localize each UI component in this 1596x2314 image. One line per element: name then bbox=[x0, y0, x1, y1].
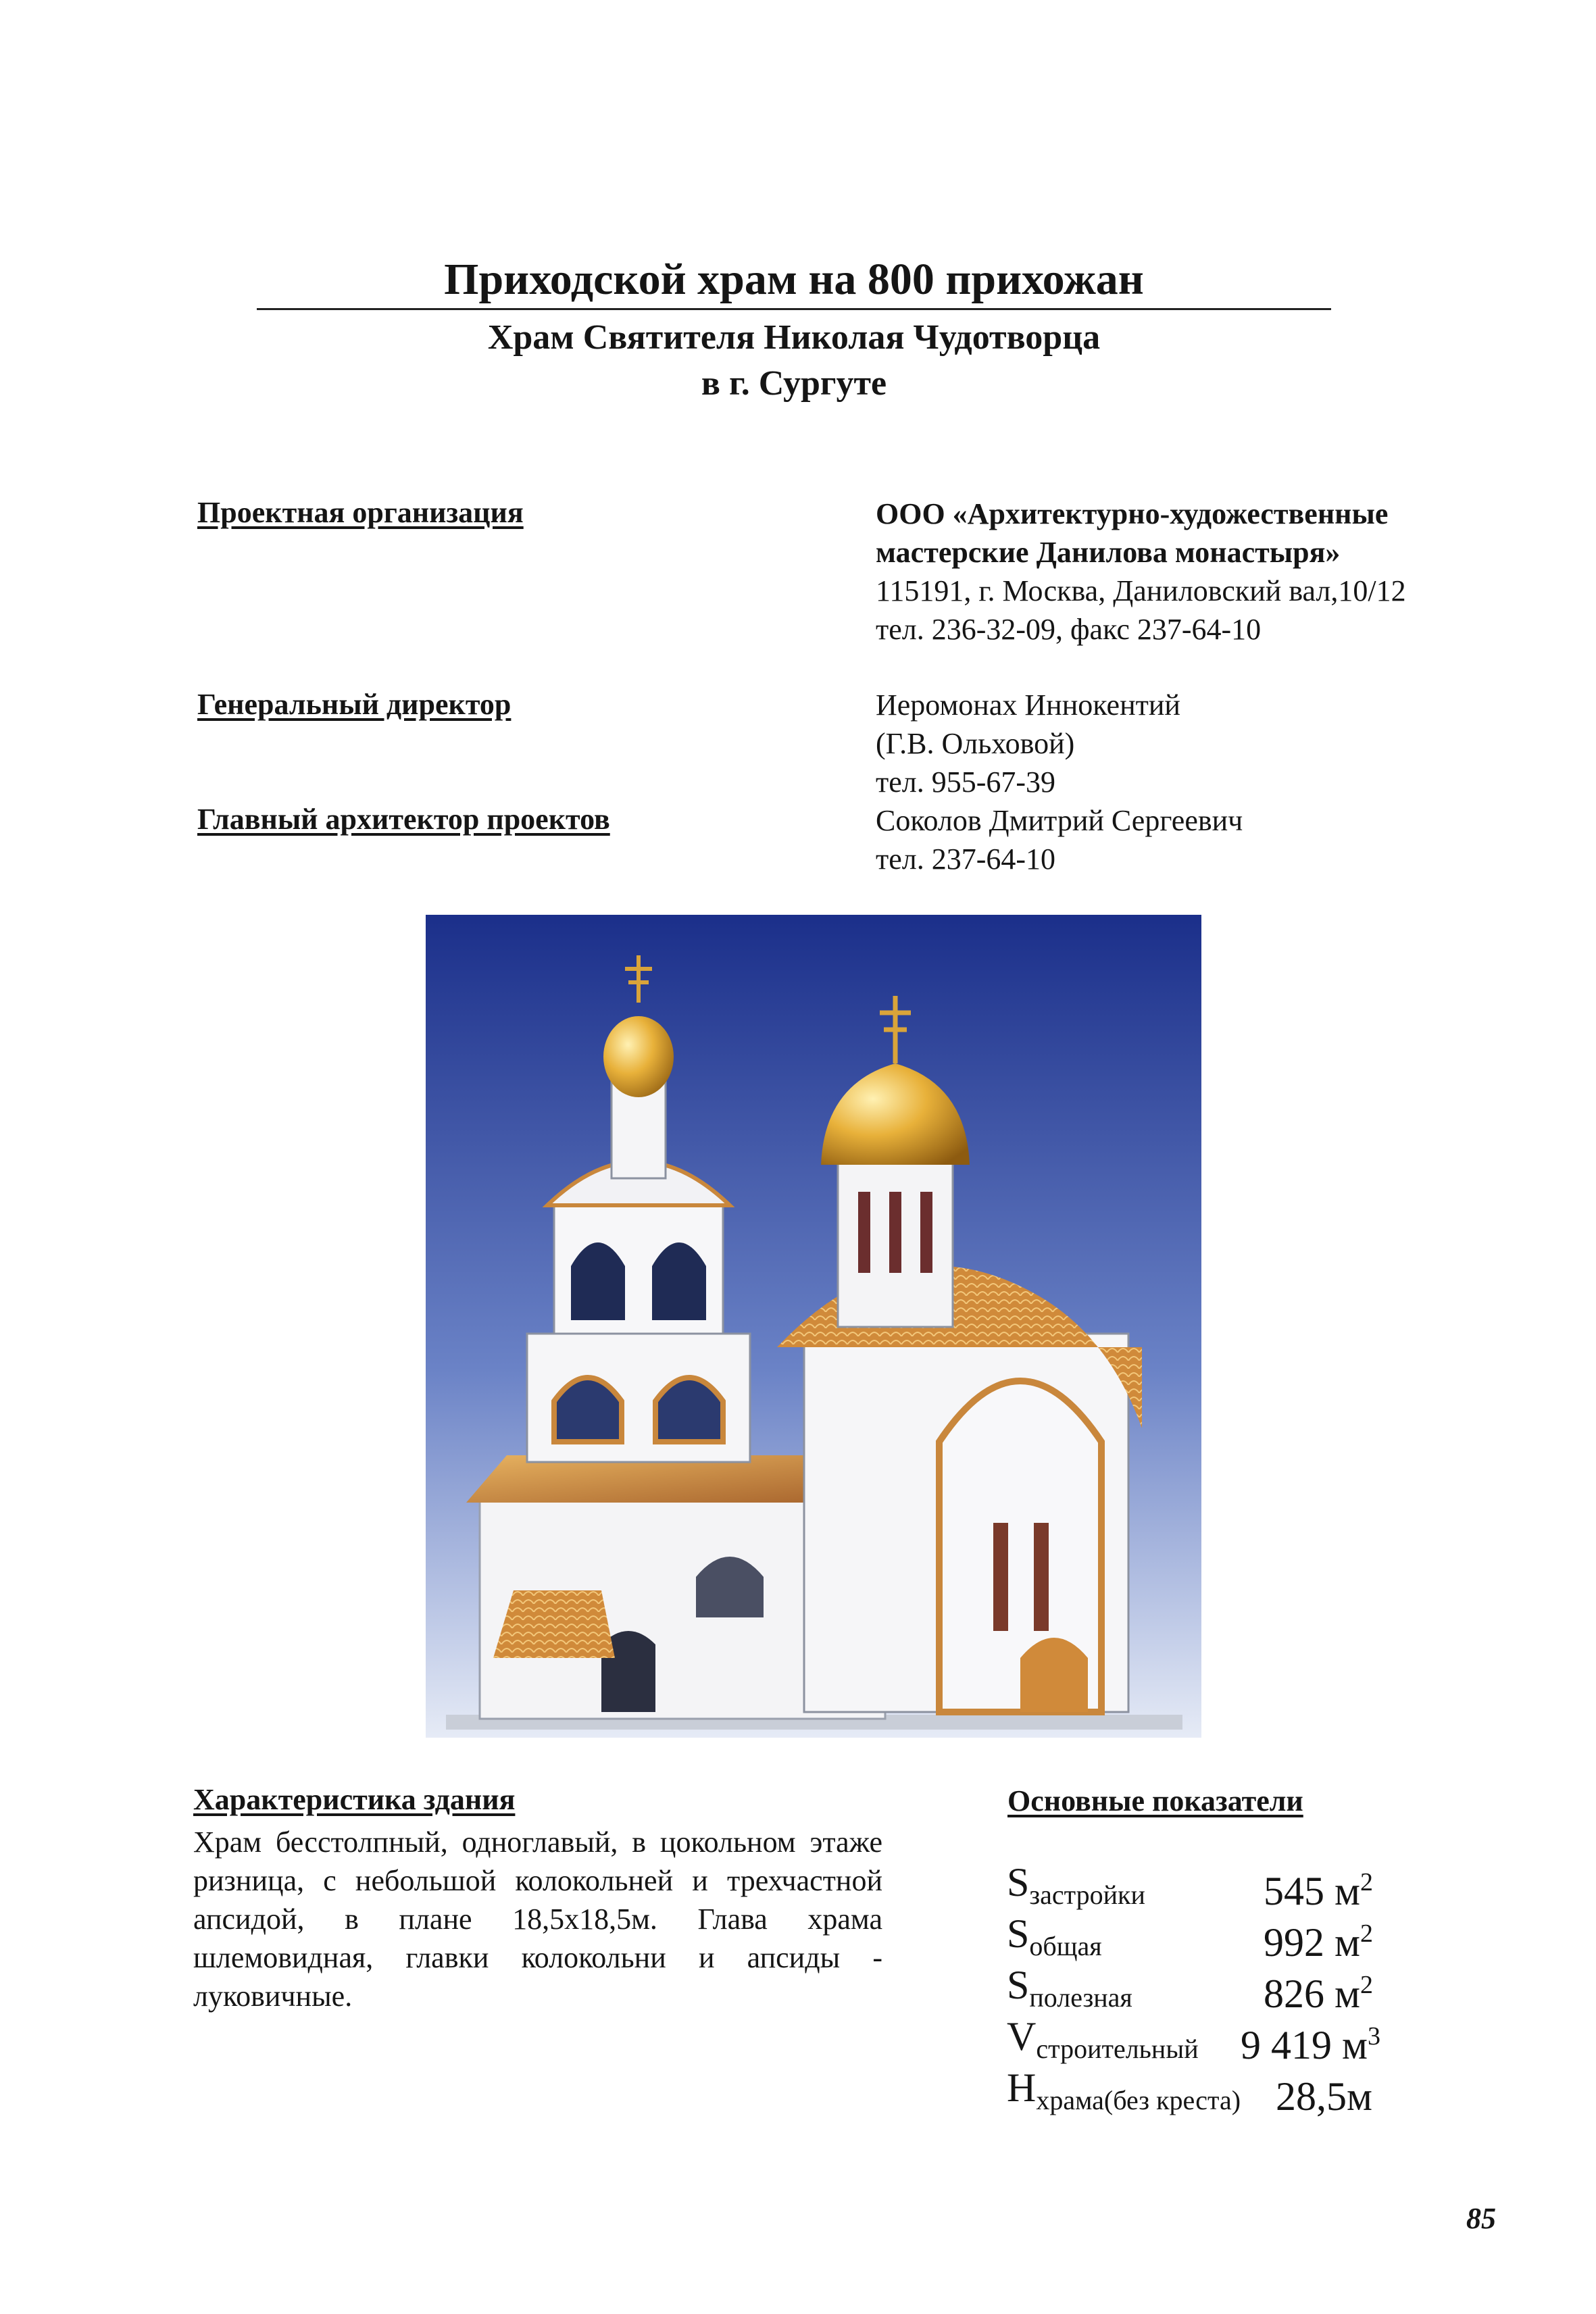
metric-height-value bbox=[1276, 2062, 1372, 2122]
metric-value: 992 м bbox=[1264, 1920, 1360, 1965]
metric-subscript: застройки bbox=[1029, 1880, 1145, 1910]
metric-value: 545 м bbox=[1264, 1869, 1360, 1913]
metric-exponent: 3 bbox=[1367, 2022, 1380, 2051]
metric-exponent: 2 bbox=[1360, 1971, 1373, 1999]
metric-subscript: строительный bbox=[1036, 2034, 1199, 2064]
director-name: Иеромонах Иннокентий bbox=[876, 688, 1180, 722]
drum-window-1 bbox=[858, 1192, 870, 1273]
metric-built-area bbox=[1007, 1857, 1145, 1913]
org-details bbox=[876, 495, 1406, 649]
window-4 bbox=[1034, 1523, 1049, 1631]
drum-window-3 bbox=[920, 1192, 932, 1273]
metric-subscript: храма(без креста) bbox=[1036, 2085, 1241, 2115]
metric-total-area bbox=[1007, 1908, 1102, 1964]
belltower-arch-left bbox=[554, 1378, 622, 1442]
metric-symbol: V bbox=[1007, 2014, 1037, 2059]
metric-exponent: 2 bbox=[1360, 1919, 1373, 1948]
bell-arch-right bbox=[652, 1242, 706, 1320]
porch-roof bbox=[493, 1590, 615, 1658]
side-porch bbox=[1020, 1638, 1088, 1712]
director-name-2: (Г.В. Ольховой) bbox=[876, 727, 1075, 760]
org-name-line-1: ООО «Архитектурно-художественные bbox=[876, 497, 1389, 530]
director-details bbox=[876, 686, 1243, 878]
church-rendering bbox=[426, 915, 1201, 1738]
metric-useful-area bbox=[1007, 1959, 1132, 2015]
metric-symbol: S bbox=[1007, 1860, 1030, 1905]
metric-symbol: S bbox=[1007, 1963, 1030, 2007]
page-number: 85 bbox=[1466, 2202, 1496, 2235]
metric-subscript: общая bbox=[1029, 1931, 1102, 1961]
bell-arch-left bbox=[571, 1242, 625, 1320]
title-underline bbox=[257, 308, 1331, 310]
subtitle-line-1: Храм Святителя Николая Чудотворца bbox=[487, 318, 1101, 357]
architect-phone: тел. 237-64-10 bbox=[876, 842, 1056, 876]
org-address: 115191, г. Москва, Даниловский вал,10/12 bbox=[876, 574, 1406, 607]
window-3 bbox=[993, 1523, 1008, 1631]
subtitle bbox=[257, 315, 1331, 407]
drum-window-2 bbox=[889, 1192, 901, 1273]
metric-value: 826 м bbox=[1264, 1971, 1360, 2016]
belltower-dome bbox=[603, 1016, 674, 1097]
metric-symbol: H bbox=[1007, 2065, 1037, 2110]
org-phone: тел. 236-32-09, факс 237-64-10 bbox=[876, 613, 1262, 646]
metric-exponent: 2 bbox=[1360, 1868, 1373, 1896]
metric-height bbox=[1007, 2062, 1241, 2118]
metric-value: 28,5м bbox=[1276, 2074, 1372, 2119]
architect-name: Соколов Дмитрий Сергеевич bbox=[876, 804, 1243, 837]
metric-subscript: полезная bbox=[1029, 1982, 1132, 2013]
org-name-line-2: мастерские Данилова монастыря» bbox=[876, 536, 1341, 569]
director-label: Генеральный директор bbox=[197, 688, 512, 721]
subtitle-line-2: в г. Сургуте bbox=[701, 364, 887, 403]
building-description: Храм бесстолпный, одноглавый, в цокольном этаже ризница, с небольшой колокольней и трехчастной апсидой, в плане 18,5х18,5м. Глава храма шлемовидная, главки колокольни и апсиды - луковичные. bbox=[193, 1826, 882, 2013]
metric-symbol: S bbox=[1007, 1911, 1030, 1956]
building-label: Характеристика здания bbox=[193, 1783, 516, 1816]
architect-label: Главный архитектор проектов bbox=[197, 803, 610, 836]
metric-value: 9 419 м bbox=[1241, 2023, 1368, 2067]
page-title: Приходской храм на 800 прихожан bbox=[444, 255, 1144, 304]
director-phone: тел. 955-67-39 bbox=[876, 765, 1056, 799]
org-label: Проектная организация bbox=[197, 496, 524, 529]
belltower-arch-right bbox=[655, 1378, 723, 1442]
metric-volume bbox=[1007, 2011, 1199, 2067]
metrics-label: Основные показатели bbox=[1007, 1784, 1303, 1817]
